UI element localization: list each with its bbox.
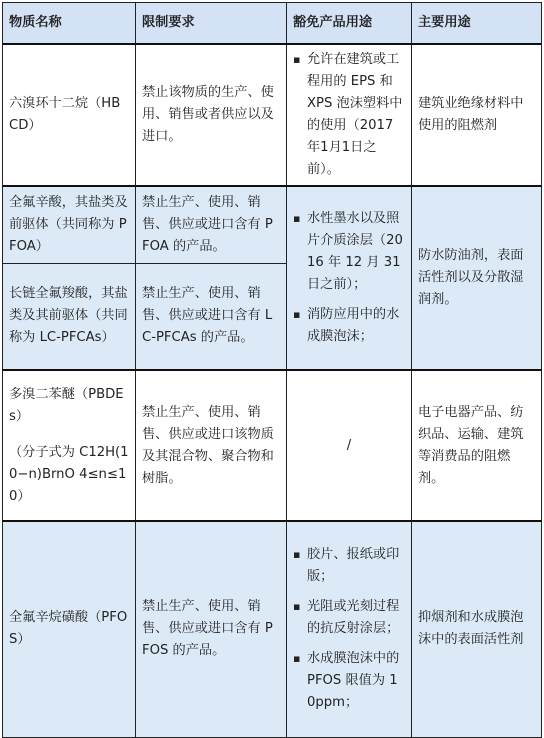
header-row <box>3 3 542 45</box>
table-row <box>3 186 542 263</box>
restriction-cell: 禁止生产、使用、销售、供应或进口含有 PFOA 的产品。 <box>136 186 287 263</box>
header-restriction: 限制要求 <box>136 3 287 45</box>
substance-cell: 六溴环十二烷（HBCD） <box>3 44 136 186</box>
exemption-cell <box>287 186 412 370</box>
header-exemption: 豁免产品用途 <box>287 3 412 45</box>
list-item: ▪ 消防应用中的水成膜泡沫； <box>293 304 405 348</box>
use-cell: 抑烟剂和水成膜泡沫中的表面活性剂 <box>412 521 542 737</box>
header-use: 主要用途 <box>412 3 542 45</box>
restriction-cell: 禁止生产、使用、销售、供应或进口该物质及其混合物、聚合物和树脂。 <box>136 370 287 521</box>
table-row <box>3 44 542 186</box>
table-row <box>3 370 542 521</box>
header-substance: 物质名称 <box>3 3 136 45</box>
list-item: ▪ 水性墨水以及照片介质涂层（2016 年 12 月 31 日之前）； <box>293 208 405 296</box>
substance-formula: （分子式为 C12H(10−n)BrnO 4≤n≤10） <box>9 444 129 504</box>
substance-cell <box>3 370 136 521</box>
exemption-cell: / <box>287 370 412 521</box>
list-item: ▪ 胶片、报纸或印版； <box>293 544 405 588</box>
use-cell: 电子电器产品、纺织品、运输、建筑等消费品的阻燃剂。 <box>412 370 542 521</box>
substance-name: 多溴二苯醚（PBDEs） <box>9 386 124 424</box>
restriction-cell: 禁止生产、使用、销售、供应或进口含有 LC-PFCAs 的产品。 <box>136 263 287 370</box>
substance-cell: 全氟辛烷磺酸（PFOS） <box>3 521 136 737</box>
use-cell: 建筑业绝缘材料中使用的阻燃剂 <box>412 44 542 186</box>
substance-cell: 长链全氟羧酸，其盐类及其前驱体（共同称为 LC-PFCAs） <box>3 263 136 370</box>
exemption-cell <box>287 521 412 737</box>
restriction-cell: 禁止生产、使用、销售、供应或进口含有 PFOS 的产品。 <box>136 521 287 737</box>
list-item: ▪ 光阻或光刻过程的抗反射涂层； <box>293 596 405 640</box>
exemption-cell <box>287 44 412 186</box>
list-item: ▪ 水成膜泡沫中的 PFOS 限值为 10ppm； <box>293 648 405 714</box>
restriction-cell: 禁止该物质的生产、使用、销售或者供应以及进口。 <box>136 44 287 186</box>
list-item: ▪ 允许在建筑或工程用的 EPS 和 XPS 泡沫塑料中的使用（2017 年1月1日之前）。 <box>293 49 405 181</box>
regulation-table <box>2 2 542 738</box>
table-row <box>3 521 542 737</box>
substance-cell: 全氟辛酸，其盐类及前驱体（共同称为 PFOA） <box>3 186 136 263</box>
use-cell: 防水防油剂，表面活性剂以及分散湿润剂。 <box>412 186 542 370</box>
